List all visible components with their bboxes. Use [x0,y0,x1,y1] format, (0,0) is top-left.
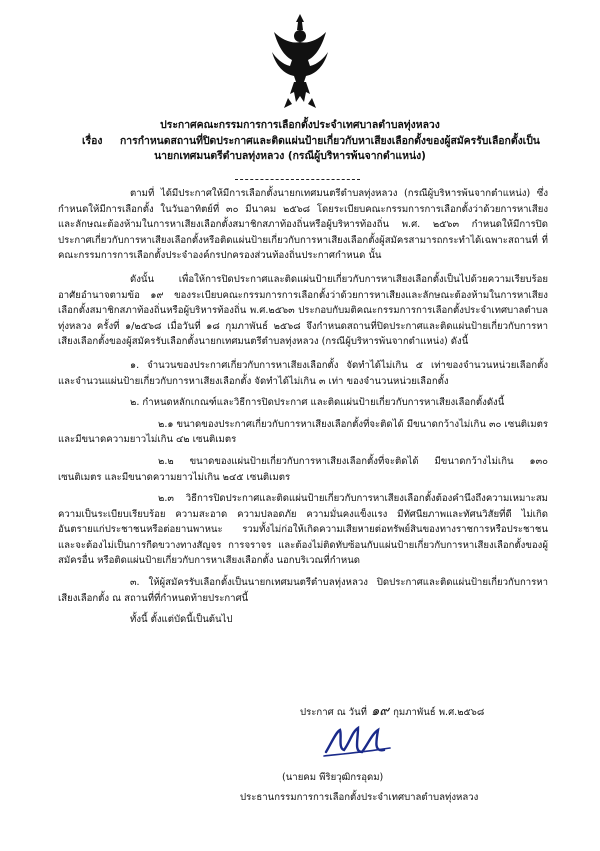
header-divider [235,179,360,180]
subject-text-line2: นายกเทศมนตรีตำบลทุ่งหลวง (กรณีผู้บริหารพ้นจากตำแหน่ง) [154,150,426,162]
clause-1: ๑. จำนวนของประกาศเกี่ยวกับการหาเสียงเลือกตั้ง จัดทำได้ไม่เกิน ๕ เท่าของจำนวนหน่วยเลือกตั้ง และจำนวนแผ่นป้ายเกี่ยวกับการหาเสียงเลือกตั้ง จัดทำได้ไม่เกิน ๓ เท่า ของจำนวนหน่วยเลือกตั้ง [58,359,548,387]
clause-3: ๓. ให้ผู้สมัครรับเลือกตั้งเป็นนายกเทศมนตรีตำบลทุ่งหลวง ปิดประกาศและติดแผ่นป้ายเกี่ยวกับการหาเสียงเลือกตั้ง ณ สถานที่ที่กำหนดท้ายประกาศนี้ [58,577,548,604]
paragraph-therefore: ดังนั้น เพื่อให้การปิดประกาศและติดแผ่นป้ายเกี่ยวกับการหาเสียงเลือกตั้งเป็นไปด้วยความเรียบร้อย อาศัยอำนาจตามข้อ ๑๙ ของระเบียบคณะกรรมการการเลือกตั้งว่าด้วยการหาเสียงและลักษณะต้องห้ามในการหาเสียงเลือกตั้งสมาชิกสภาท้องถิ่นหรือผู้บริหารท้องถิ่น พ.ศ.๒๕๖๓ ประกอบกับมติคณะกรรมการการเลือกตั้งประจำเทศบาลตำบลทุ่งหลวง ครั้งที่ ๑/๒๕๖๘ เมื่อวันที่ ๑๘ กุมภาพันธ์ ๒๕๖๘ จึงกำหนดสถานที่ปิดประกาศและติดแผ่นป้ายเกี่ยวกับการหาเสียงเลือกตั้งของผู้สมัครรับเลือกตั้งนายกเทศมนตรีตำบลทุ่งหลวง (กรณีผู้บริหารพ้นจากตำแหน่ง) ดังนี้ [58,273,548,348]
subject-label: เรื่อง [82,134,103,147]
signer-name: (นายคม พีริยวุฒิกรอุดม) [282,772,384,783]
clause-2-3: ๒.๓ วิธีการปิดประกาศและติดแผ่นป้ายเกี่ยวกับการหาเสียงเลือกตั้งต้องคำนึงถึงความเหมาะสม ความเป็นระเบียบเรียบร้อย ความสะอาด ความปลอดภัย ความมั่นคงแข็งแรง มีทัศนียภาพและทัศนวิสัยที่ดี ไม่เกิดอันตรายแก่ประชาชนหรือต่อยานพาหนะ รวมทั้งไม่ก่อให้เกิดความเสียหายต่อทรัพย์สินของทางราชการหรือประชาชน และจะต้องไม่เป็นการกีดขวางทางสัญจร การจราจร และต้องไม่ติดทับซ้อนกับแผ่นป้ายเกี่ยวกับการหาเสียงเลือกตั้งของผู้สมัครอื่น หรือติดแผ่นป้ายเกี่ยวกับการหาเสียงเลือกตั้ง นอกบริเวณที่กำหนด [58,493,548,567]
clause-2: ๒. กำหนดหลักเกณฑ์และวิธีการปิดประกาศ และติดแผ่นป้ายเกี่ยวกับการหาเสียงเลือกตั้งดังนี้ [130,397,505,409]
date-day: ๑๙ [371,704,389,719]
paragraph-whereas: ตามที่ ได้มีประกาศให้มีการเลือกตั้งนายกเทศมนตรีตำบลทุ่งหลวง (กรณีผู้บริหารพ้นจากตำแหน่ง) ซึ่งกำหนดให้มีการเลือกตั้ง ในวันอาทิตย์ที่ ๓๐ มีนาคม ๒๕๖๘ โดยระเบียบคณะกรรมการการเลือกตั้งว่าด้วยการหาเสียง และลักษณะต้องห้ามในการหาเสียงเลือกตั้งสมาชิกสภาท้องถิ่นหรือผู้บริหารท้องถิ่น พ.ศ. ๒๕๖๓ กำหนดให้มีการปิดประกาศเกี่ยวกับการหาเสียงเลือกตั้งหรือติดแผ่นป้ายเกี่ยวกับการหาเสียงเลือกตั้งผู้สมัครสามารถกระทำได้เฉพาะสถานที่ ที่คณะกรรมการการเลือกตั้งประจำองค์กรปกครองส่วนท้องถิ่นประกาศกำหนด นั้น [58,188,548,262]
garuda-emblem-icon [270,12,330,110]
date-prefix: ประกาศ ณ วันที่ [300,707,367,718]
announcement-title: ประกาศคณะกรรมการการเลือกตั้งประจำเทศบาลตำบลทุ่งหลวง [160,119,440,131]
date-month-year: กุมภาพันธ์ พ.ศ.๒๕๖๘ [393,707,485,718]
signer-position: ประธานกรรมการการเลือกตั้งประจำเทศบาลตำบลทุ่งหลวง [240,792,479,803]
clause-2-1: ๒.๑ ขนาดของประกาศเกี่ยวกับการหาเสียงเลือกตั้งที่จะติดได้ มีขนาดกว้างไม่เกิน ๓๐ เซนติเมตร และมีขนาดความยาวไม่เกิน ๔๒ เซนติเมตร [58,418,548,446]
closing-statement: ทั้งนี้ ตั้งแต่บัดนี้เป็นต้นไป [130,614,233,626]
clause-2-2: ๒.๒ ขนาดของแผ่นป้ายเกี่ยวกับการหาเสียงเลือกตั้งที่จะติดได้ มีขนาดกว้างไม่เกิน ๑๓๐ เซนติเมตร และมีขนาดความยาวไม่เกิน ๒๔๕ เซนติเมตร [58,455,548,483]
announcement-date [300,700,484,721]
subject-text-line1: การกำหนดสถานที่ปิดประกาศและติดแผ่นป้ายเกี่ยวกับหาเสียงเลือกตั้งของผู้สมัครรับเลือกตั้งเป็น [120,134,540,147]
announcement-body [58,186,548,628]
announcement-header [60,118,540,165]
handwritten-signature-icon [318,722,398,762]
subject-row [60,134,540,150]
